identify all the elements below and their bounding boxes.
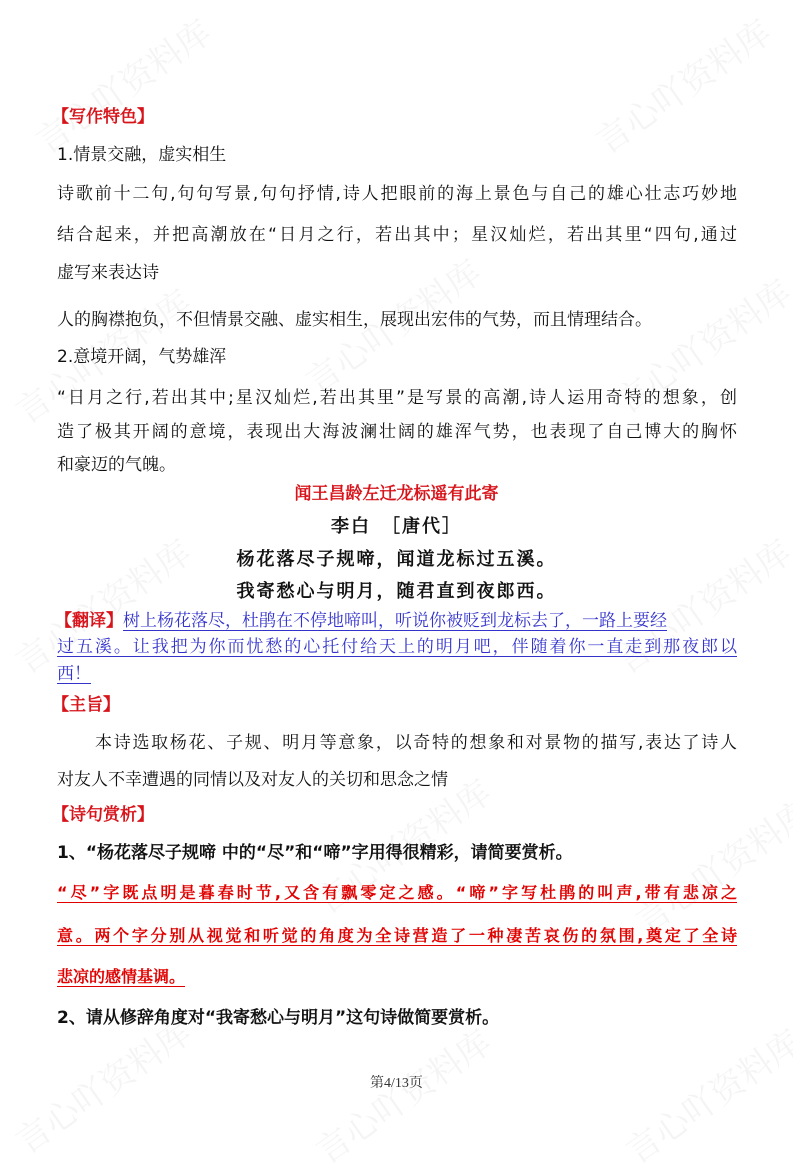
paragraph-line: 人的胸襟抱负，不但情景交融、虚实相生，展现出宏伟的气势，而且情理结合。 (57, 310, 652, 330)
watermark (24, 6, 219, 163)
paragraph-line: 虚写来表达诗 (57, 263, 159, 283)
page-number: 第4/13页 (370, 1076, 423, 1091)
poem-title: 闻王昌龄左迁龙标遥有此寄 (294, 484, 499, 504)
point-heading: 2.意境开阔，气势雄浑 (57, 347, 227, 367)
translation-text: 过五溪。让我把为你而忧愁的心托付给天上的明月吧，伴随着你一直走到那夜郎以 (57, 637, 737, 657)
question-2: 2、请从修辞角度对“我寄愁心与明月”这句诗做简要赏析。 (57, 1008, 500, 1028)
paragraph-line: 造了极其开阔的意境，表现出大海波澜壮阔的雄浑气势，也表现了自己博大的胸怀 (57, 422, 737, 442)
point-heading: 1.情景交融，虚实相生 (57, 145, 227, 165)
watermark (304, 1016, 499, 1173)
poem-line: 我寄愁心与明月，随君直到夜郎西。 (236, 581, 557, 602)
section-heading-theme: 【主旨】 (52, 695, 120, 715)
answer-1-line: “尽”字既点明是暮春时节,又含有飘零定之感。“啼”字写杜鹃的叫声,带有悲凉之 (57, 883, 737, 902)
translation-line-1 (55, 610, 737, 632)
translation-text: 树上杨花落尽，杜鹃在不停地啼叫，听说你被贬到龙标去了，一路上要经 (123, 611, 667, 631)
answer-1-line: 意。两个字分别从视觉和听觉的角度为全诗营造了一种凄苦哀伤的氛围,奠定了全诗 (57, 926, 737, 945)
theme-text: 对友人不幸遭遇的同情以及对友人的关切和思念之情 (57, 770, 448, 790)
section-heading-appreciation: 【诗句赏析】 (52, 805, 154, 825)
question-1: 1、“杨花落尽子规啼 中的“尽”和“啼”字用得很精彩，请简要赏析。 (57, 843, 573, 863)
paragraph-line: 结合起来，并把高潮放在“日月之行，若出其中；星汉灿烂，若出其里“四句,通过 (57, 225, 737, 245)
paragraph-line: “日月之行,若出其中;星汉灿烂,若出其里”是写景的高潮,诗人运用奇特的想象，创 (57, 388, 737, 408)
paragraph-line: 和豪迈的气魄。 (57, 455, 176, 475)
theme-text: 本诗选取杨花、子规、明月等意象，以奇特的想象和对景物的描写,表达了诗人 (95, 733, 737, 753)
poem-line: 杨花落尽子规啼，闻道龙标过五溪。 (236, 549, 557, 570)
watermark (584, 6, 779, 163)
paragraph-line: 诗歌前十二句,句句写景,句句抒情,诗人把眼前的海上景色与自己的雄心壮志巧妙地 (57, 184, 737, 204)
watermark (624, 786, 793, 943)
poem-author: 李白 ［唐代］ (331, 516, 462, 537)
section-heading-writing-features: 【写作特色】 (52, 107, 154, 127)
answer-1-line: 悲凉的感情基调。 (57, 967, 186, 986)
translation-label: 【翻译】 (55, 611, 123, 631)
watermark (614, 1016, 793, 1173)
translation-text: 西！ (57, 664, 91, 684)
